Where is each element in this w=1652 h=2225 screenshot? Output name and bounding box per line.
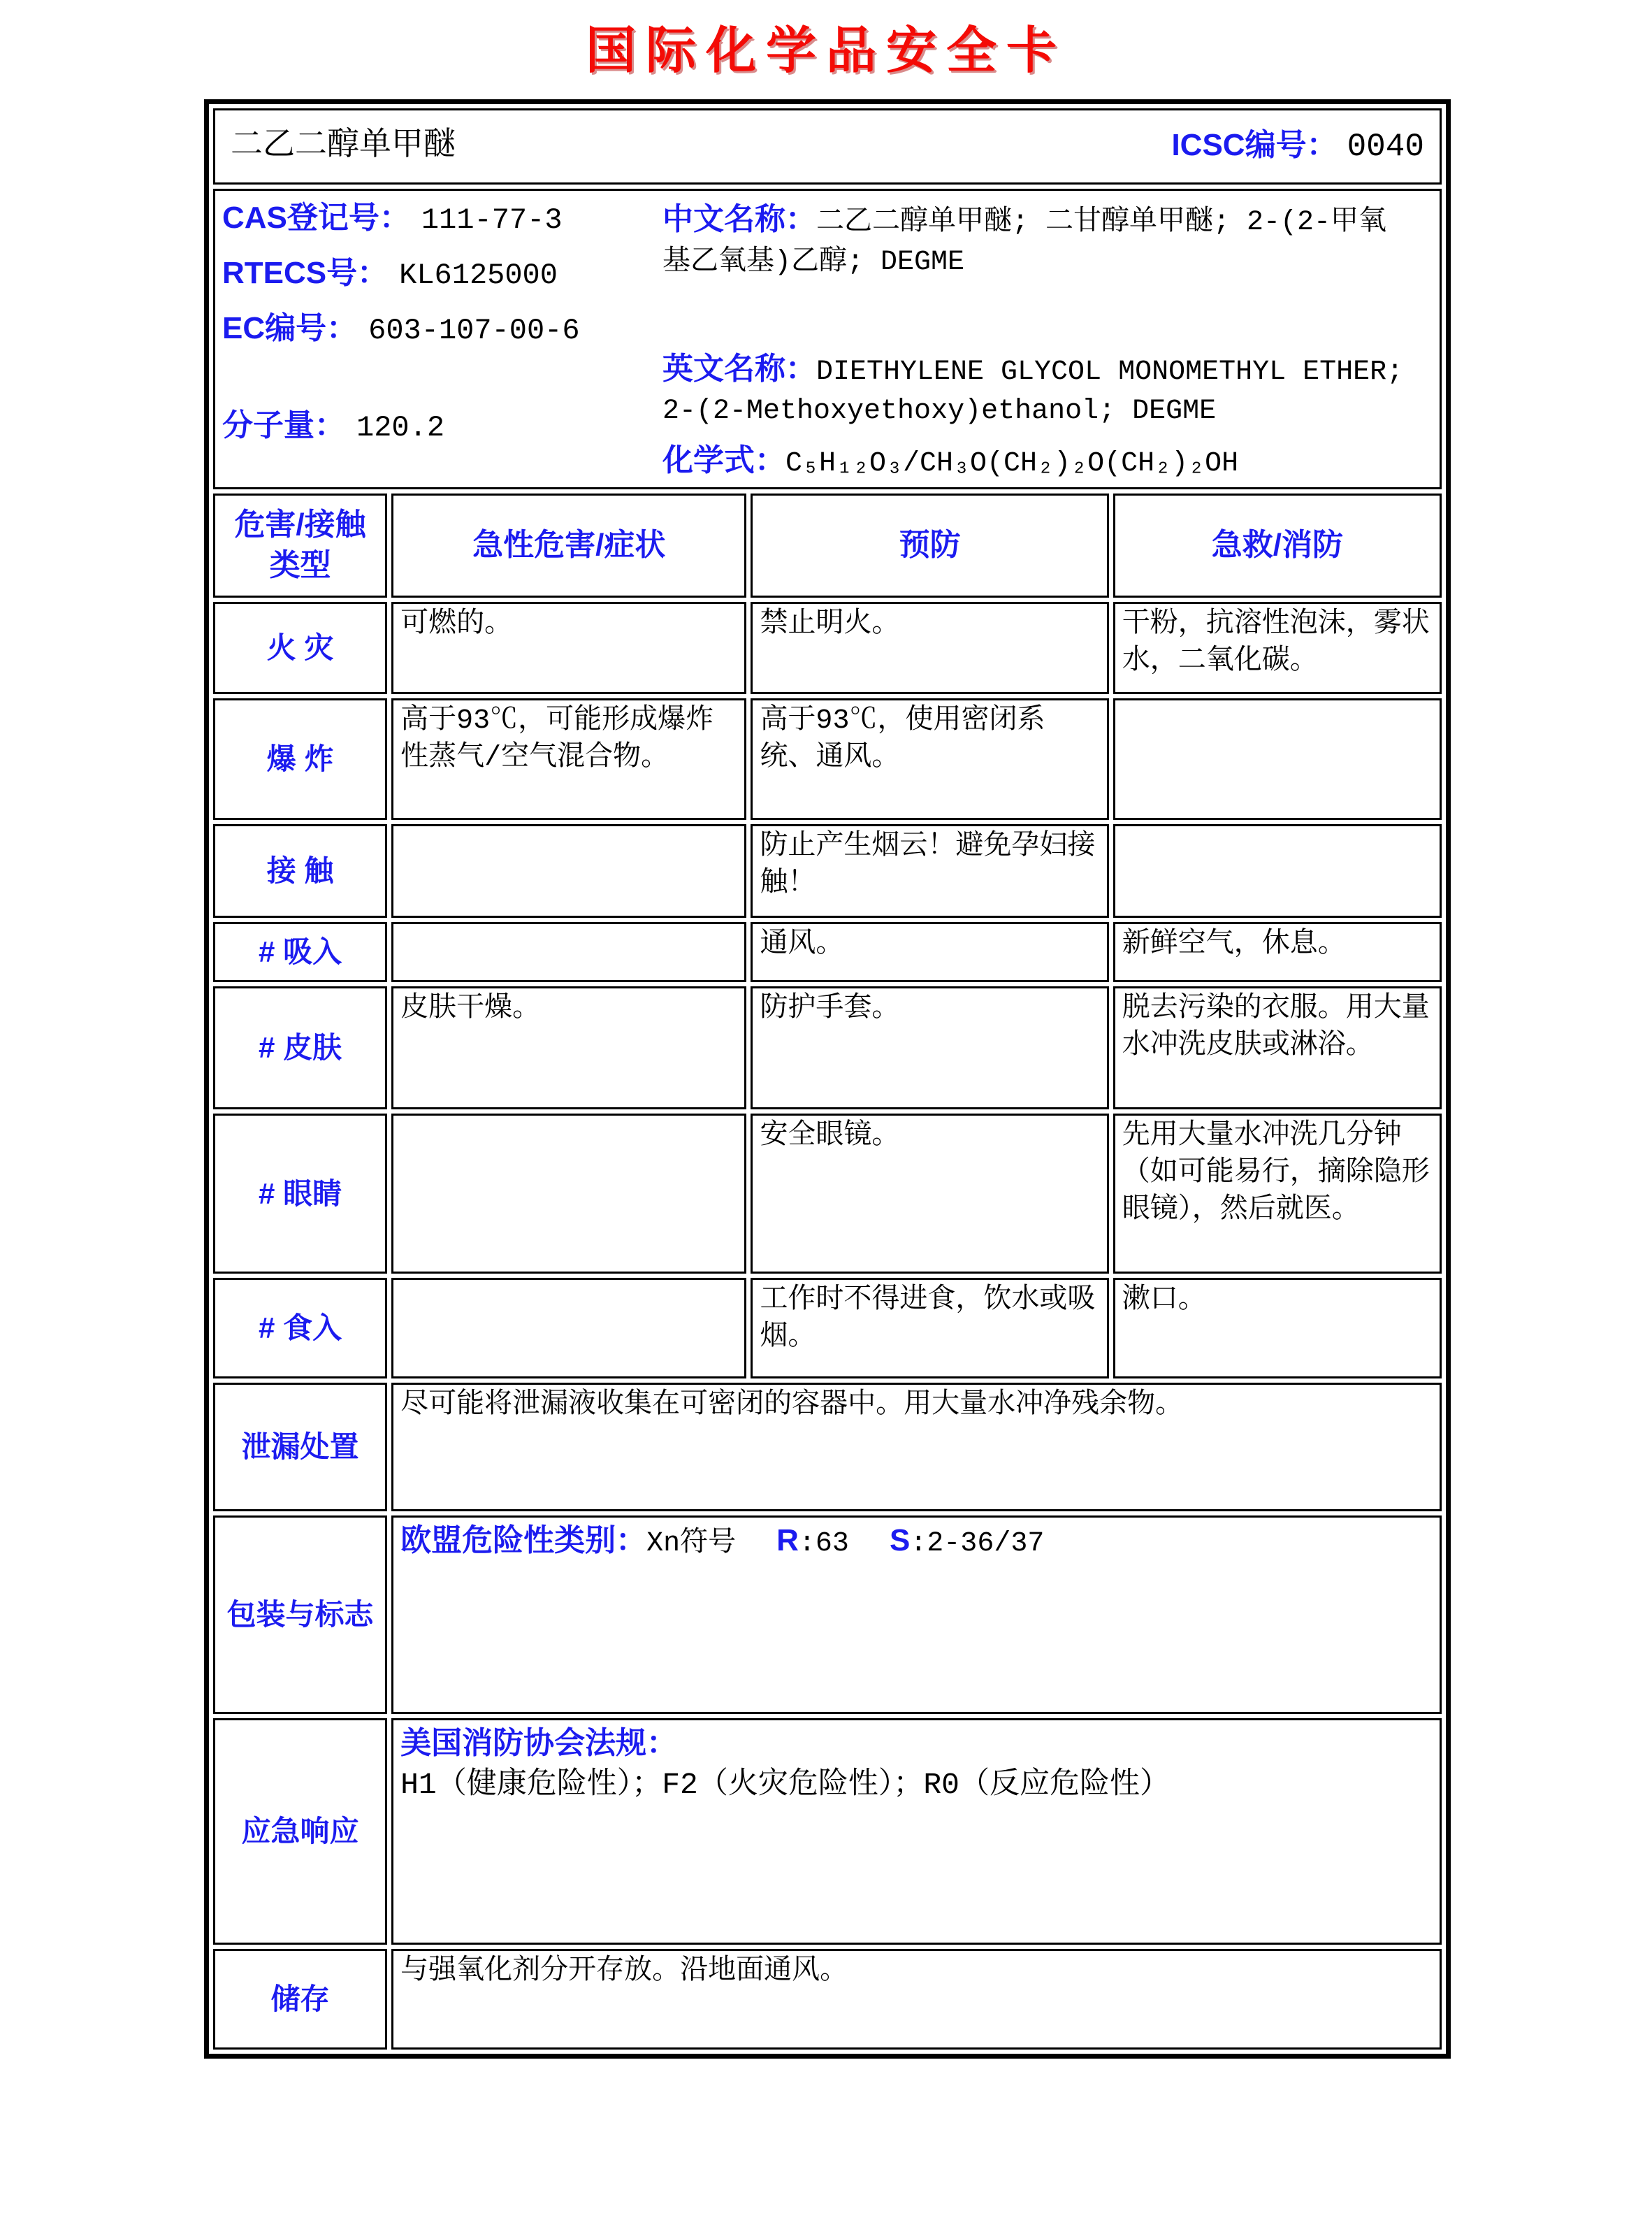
chinese-name-line (662, 198, 1409, 283)
contact-prevention: 防止产生烟云！避免孕妇接触！ (751, 824, 1108, 918)
formula-value: C₅H₁₂O₃/CH₃O(CH₂)₂O(CH₂)₂OH (785, 448, 1239, 480)
hazard-row-fire (213, 602, 1442, 694)
row-label-skin: # 皮肤 (213, 986, 387, 1109)
identifiers-cell (213, 189, 1442, 489)
formula-label: 化学式： (662, 443, 785, 478)
row-label-inhalation: # 吸入 (213, 922, 387, 982)
hazard-row-explosion (213, 698, 1442, 820)
fire-aid: 干粉，抗溶性泡沫，雾状水，二氧化碳。 (1113, 602, 1442, 694)
explosion-prevention: 高于93℃，使用密闭系统、通风。 (751, 698, 1108, 820)
card-header-row (213, 108, 1442, 185)
inhalation-symptom (391, 922, 746, 982)
r-phrase-label: R (776, 1522, 799, 1557)
column-header-prevention: 预防 (751, 494, 1108, 598)
identifiers-row (213, 189, 1442, 489)
spillage-row (213, 1383, 1442, 1511)
cas-value: 111-77-3 (421, 203, 563, 237)
explosion-symptom: 高于93℃，可能形成爆炸性蒸气/空气混合物。 (391, 698, 746, 820)
nfpa-value: H1（健康危险性）；F2（火灾危险性）；R0（反应危险性） (400, 1767, 1170, 1802)
column-header-first-aid: 急救/消防 (1113, 494, 1442, 598)
molecular-weight-value: 120.2 (356, 411, 445, 445)
contact-aid (1113, 824, 1442, 918)
row-label-packaging: 包装与标志 (213, 1515, 387, 1714)
nfpa-label: 美国消防协会法规： (400, 1725, 678, 1760)
spillage-text: 尽可能将泄漏液收集在可密闭的容器中。用大量水冲净残余物。 (391, 1383, 1442, 1511)
column-header-hazard-type: 危害/接触类型 (213, 494, 387, 598)
formula-line (662, 439, 1409, 484)
row-label-fire: 火 灾 (213, 602, 387, 694)
eyes-symptom (391, 1114, 746, 1274)
row-label-storage: 储存 (213, 1949, 387, 2050)
names-block (662, 198, 1409, 484)
rtecs-value: KL6125000 (399, 259, 558, 293)
chemical-name: 二乙二醇单甲醚 (231, 128, 456, 165)
fire-prevention: 禁止明火。 (751, 602, 1108, 694)
chinese-name-label: 中文名称： (662, 202, 816, 236)
icsc-card-table (204, 99, 1451, 2059)
row-label-eyes: # 眼睛 (213, 1114, 387, 1274)
eu-class-value: Xn符号 (646, 1527, 737, 1560)
s-phrase-label: S (889, 1522, 911, 1557)
hazard-row-contact (213, 824, 1442, 918)
english-name-label: 英文名称： (662, 351, 816, 386)
storage-row (213, 1949, 1442, 2050)
ingestion-symptom (391, 1278, 746, 1378)
icsc-number-label: ICSC编号： (1171, 127, 1338, 162)
cas-label: CAS登记号： (222, 201, 410, 235)
eyes-aid: 先用大量水冲洗几分钟（如可能易行，摘除隐形眼镜），然后就医。 (1113, 1114, 1442, 1274)
registry-numbers-block (222, 198, 658, 461)
ingestion-prevention: 工作时不得进食，饮水或吸烟。 (751, 1278, 1108, 1378)
row-label-emergency: 应急响应 (213, 1718, 387, 1945)
ingestion-aid: 漱口。 (1113, 1278, 1442, 1378)
packaging-row (213, 1515, 1442, 1714)
hazard-row-skin (213, 986, 1442, 1109)
row-label-spillage: 泄漏处置 (213, 1383, 387, 1511)
molecular-weight-label: 分子量： (222, 408, 345, 443)
eyes-prevention: 安全眼镜。 (751, 1114, 1108, 1274)
page-title: 国际化学品安全卡 (585, 23, 1066, 79)
hazard-row-inhalation (213, 922, 1442, 982)
storage-text: 与强氧化剂分开存放。沿地面通风。 (391, 1949, 1442, 2050)
eu-class-label: 欧盟危险性类别： (400, 1522, 647, 1557)
english-name-value: DIETHYLENE GLYCOL MONOMETHYL ETHER; 2-(2-Methoxyethoxy)ethanol; DEGME (662, 356, 1404, 428)
r-phrase-value: :63 (798, 1527, 849, 1560)
hazard-row-ingestion (213, 1278, 1442, 1378)
card-header-cell (213, 108, 1442, 185)
chinese-name-value: 二乙二醇单甲醚; 二甘醇单甲醚; 2-(2-甲氧基乙氧基)乙醇; DEGME (662, 207, 1387, 278)
explosion-aid (1113, 698, 1442, 820)
row-label-contact: 接 触 (213, 824, 387, 918)
row-label-explosion: 爆 炸 (213, 698, 387, 820)
hazard-row-eyes (213, 1114, 1442, 1274)
row-label-ingestion: # 食入 (213, 1278, 387, 1378)
s-phrase-value: :2-36/37 (910, 1527, 1045, 1560)
english-name-line (662, 347, 1409, 433)
column-header-symptoms: 急性危害/症状 (391, 494, 746, 598)
skin-aid: 脱去污染的衣服。用大量水冲洗皮肤或淋浴。 (1113, 986, 1442, 1109)
inhalation-prevention: 通风。 (751, 922, 1108, 982)
skin-prevention: 防护手套。 (751, 986, 1108, 1109)
contact-symptom (391, 824, 746, 918)
fire-symptom: 可燃的。 (391, 602, 746, 694)
ec-label: EC编号： (222, 311, 358, 346)
ec-value: 603-107-00-6 (368, 314, 580, 348)
skin-symptom: 皮肤干燥。 (391, 986, 746, 1109)
icsc-number-value: 0040 (1347, 128, 1424, 165)
hazard-header-row (213, 494, 1442, 598)
rtecs-label: RTECS号： (222, 256, 389, 291)
packaging-content (391, 1515, 1442, 1714)
emergency-row (213, 1718, 1442, 1945)
inhalation-aid: 新鲜空气，休息。 (1113, 922, 1442, 982)
emergency-content (391, 1718, 1442, 1945)
